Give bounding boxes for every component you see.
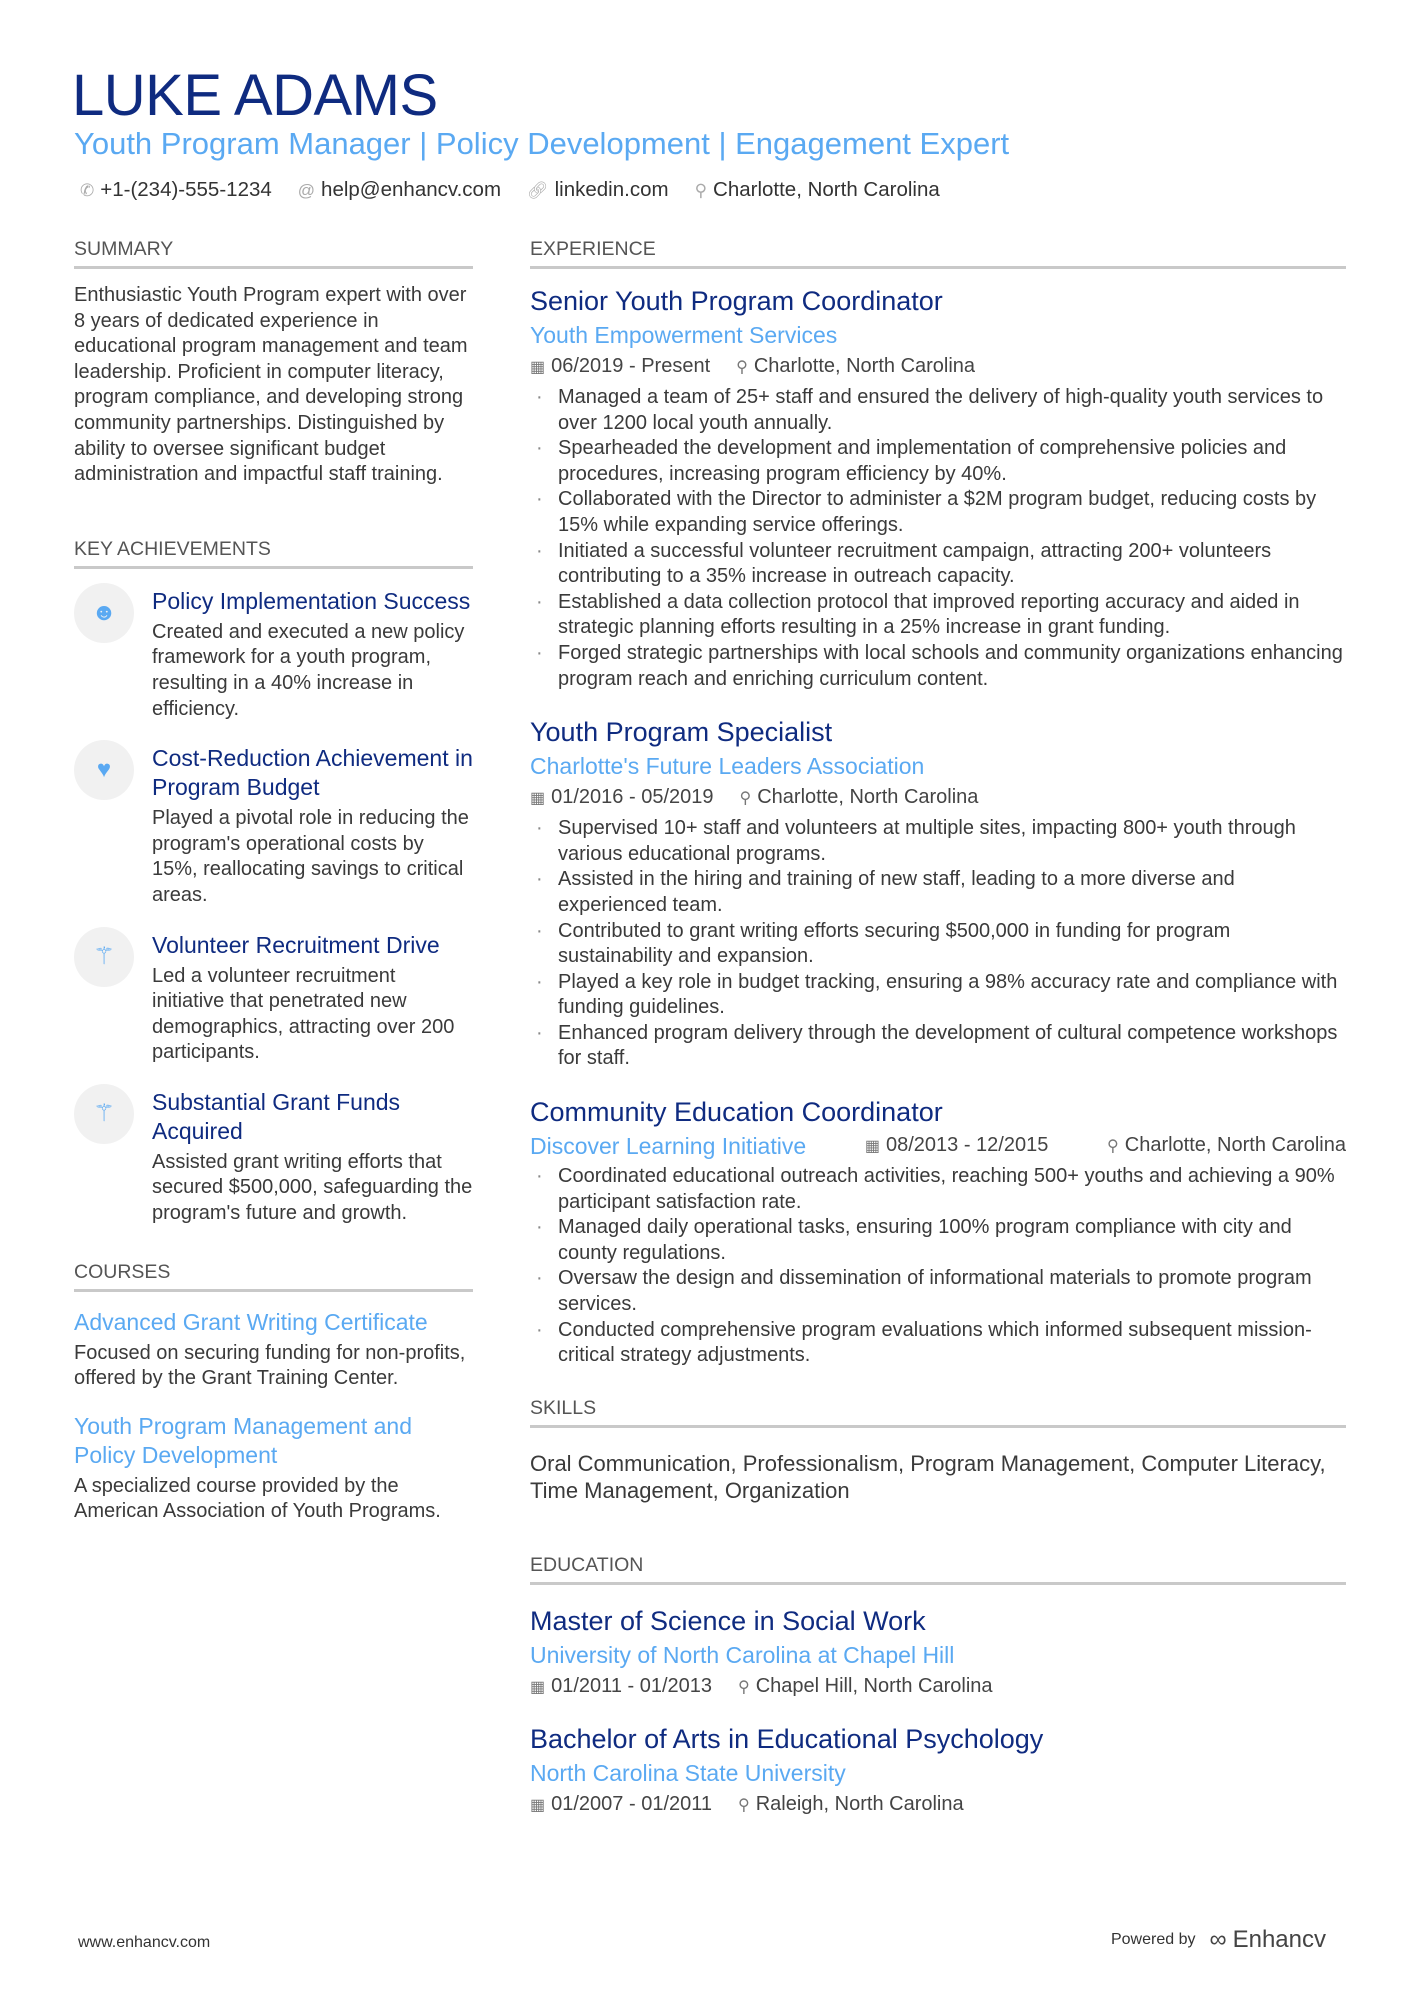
calendar-icon: ▦ <box>530 1796 546 1814</box>
job-bullet: · Coordinated educational outreach activities, reaching 500+ youths and achieving a 90% participant satisfaction rate. <box>530 1164 1346 1215</box>
calendar-icon: ▦ <box>864 1138 880 1156</box>
education-entry <box>530 1721 1346 1821</box>
magic-wand-icon: ⚚ <box>74 1084 134 1144</box>
achievement-item <box>74 1088 473 1227</box>
education-list <box>530 1603 1346 1821</box>
contact-phone: ✆ +1-(234)-555-1234 <box>80 178 272 201</box>
powered-by-label: Powered by <box>1110 1931 1196 1948</box>
candidate-name: LUKE ADAMS <box>72 63 438 128</box>
achievement-title: Cost-Reduction Achievement in Program Budget <box>152 745 473 801</box>
contact-email[interactable]: @ help@enhancv.com <box>297 178 502 201</box>
job-title: Youth Program Specialist <box>530 717 833 748</box>
job-bullet: · Supervised 10+ staff and volunteers at multiple sites, impacting 800+ youth through various educational programs. <box>530 816 1346 867</box>
achievement-text: Played a pivotal role in reducing the program's operational costs by 15%, reallocating savings to critical areas. <box>152 807 469 906</box>
job-bullets <box>530 1164 1346 1369</box>
achievement-item <box>74 931 473 1066</box>
course-text: A specialized course provided by the American Association of Youth Programs. <box>74 1474 441 1523</box>
at-icon: @ <box>297 181 316 200</box>
magic-wand-icon: ⚚ <box>74 927 134 987</box>
location-pin-icon: ⚲ <box>739 790 752 808</box>
achievement-text: Created and executed a new policy framework for a youth program, resulting in a 40% increase in efficiency. <box>152 620 465 720</box>
section-title-experience: EXPERIENCE <box>530 238 1346 269</box>
section-title-summary: SUMMARY <box>74 238 473 269</box>
school: University of North Carolina at Chapel Hill <box>530 1641 955 1668</box>
headline: Youth Program Manager | Policy Development | Engagement Expert <box>74 126 1010 161</box>
edu-dates: ▦ 01/2011 - 01/2013 <box>530 1674 713 1697</box>
job-bullet: · Collaborated with the Director to administer a $2M program budget, reducing costs by 15% while expanding service offerings. <box>530 487 1346 538</box>
job-bullet: · Played a key role in budget tracking, ensuring a 98% accuracy rate and compliance with funding guidelines. <box>530 970 1346 1021</box>
achievement-item <box>74 744 473 908</box>
location-pin-icon: ⚲ <box>1107 1138 1119 1156</box>
experience-list <box>530 283 1346 1369</box>
job-company: Youth Empowerment Services <box>530 322 838 348</box>
job-dates: ▦ 06/2019 - Present <box>530 355 711 377</box>
courses-list <box>74 1308 473 1525</box>
course-item <box>74 1412 473 1525</box>
achievements-list <box>74 587 473 1227</box>
location-pin-icon: ⚲ <box>736 359 748 376</box>
course-item <box>74 1308 473 1392</box>
calendar-icon: ▦ <box>530 359 546 376</box>
section-title-education: EDUCATION <box>530 1554 1346 1585</box>
section-title-courses: COURSES <box>74 1261 473 1292</box>
job-dates: ▦ 01/2016 - 05/2019 <box>530 786 714 809</box>
job-bullets <box>530 385 1346 692</box>
job-bullet: · Oversaw the design and dissemination of informational materials to promote program services. <box>530 1266 1346 1317</box>
calendar-icon: ▦ <box>530 1678 546 1696</box>
contact-bar <box>80 178 940 202</box>
left-column <box>74 238 473 1545</box>
edu-dates: ▦ 01/2007 - 01/2011 <box>530 1792 713 1815</box>
course-text: Focused on securing funding for non-profits, offered by the Grant Training Center. <box>74 1341 466 1390</box>
job-bullet: · Enhanced program delivery through the development of cultural competence workshops for staff. <box>530 1021 1346 1072</box>
job-bullet: · Established a data collection protocol that improved reporting accuracy and aided in strategic planning efforts resulting in a 25% increase in grant funding. <box>530 590 1346 641</box>
infinity-icon: ∞ <box>1209 1926 1227 1953</box>
achievement-title: Policy Implementation Success <box>152 587 471 614</box>
job-location: ⚲ Charlotte, North Carolina <box>736 355 976 377</box>
skills-text: Oral Communication, Professionalism, Program Management, Computer Literacy, Time Management, Organization <box>530 1450 1326 1503</box>
edu-location: ⚲ Raleigh, North Carolina <box>738 1792 964 1815</box>
job-bullet: · Spearheaded the development and implementation of comprehensive policies and procedures, increasing program efficiency by 40%. <box>530 436 1346 487</box>
footer-powered <box>1111 1926 1326 1954</box>
job-bullet: · Forged strategic partnerships with local schools and community organizations enhancing program reach and enriching curriculum content. <box>530 641 1346 692</box>
location-pin-icon: ⚲ <box>738 1678 750 1696</box>
phone-icon: ✆ <box>80 181 95 200</box>
section-title-achievements: KEY ACHIEVEMENTS <box>74 538 473 569</box>
footer-site[interactable]: www.enhancv.com <box>78 1934 211 1951</box>
job-bullet: · Assisted in the hiring and training of new staff, leading to a more diverse and experienced team. <box>530 867 1346 918</box>
contact-location: ⚲ Charlotte, North Carolina <box>694 178 940 201</box>
course-title: Youth Program Management and Policy Development <box>74 1412 412 1468</box>
edu-location: ⚲ Chapel Hill, North Carolina <box>738 1674 993 1697</box>
job-entry <box>530 283 1346 692</box>
summary-text: Enthusiastic Youth Program expert with over 8 years of dedicated experience in educational program management and team leadership. Proficient in computer literacy, program compliance, and developing strong community partnerships. Distinguished by ability to oversee significant budget administration and impactful staff training. <box>74 284 468 486</box>
contact-link[interactable]: 🔗︎ linkedin.com <box>527 178 669 201</box>
job-bullets <box>530 816 1346 1072</box>
achievement-text: Led a volunteer recruitment initiative that penetrated new demographics, attracting over 200 participants. <box>152 964 455 1064</box>
achievement-title: Volunteer Recruitment Drive <box>152 931 440 958</box>
job-bullet: · Conducted comprehensive program evaluations which informed subsequent mission-critical strategy adjustments. <box>530 1318 1346 1369</box>
degree: Master of Science in Social Work <box>530 1605 926 1636</box>
education-entry <box>530 1603 1346 1703</box>
job-title: Community Education Coordinator <box>530 1097 943 1128</box>
heart-icon: ♥ <box>74 740 134 800</box>
calendar-icon: ▦ <box>530 790 546 808</box>
enhancv-logo: ∞ Enhancv <box>1209 1926 1326 1953</box>
school: North Carolina State University <box>530 1759 846 1786</box>
job-location: ⚲ Charlotte, North Carolina <box>739 786 979 809</box>
location-pin-icon: ⚲ <box>738 1796 750 1814</box>
achievement-title: Substantial Grant Funds Acquired <box>152 1088 401 1144</box>
right-column <box>530 238 1346 1839</box>
job-entry <box>530 1094 1346 1369</box>
job-entry <box>530 714 1346 1072</box>
head-icon: ☻ <box>74 583 134 643</box>
link-icon: 🔗︎ <box>527 181 549 200</box>
job-company: Discover Learning Initiative <box>530 1133 807 1160</box>
section-title-skills: SKILLS <box>530 1397 1346 1428</box>
job-bullet: · Contributed to grant writing efforts securing $500,000 in funding for program sustainability and expansion. <box>530 919 1346 970</box>
achievement-item <box>74 587 473 722</box>
achievement-text: Assisted grant writing efforts that secured $500,000, safeguarding the program's future and growth. <box>152 1150 473 1225</box>
job-dates: ▦ 08/2013 - 12/2015 <box>864 1134 1049 1157</box>
job-bullet: · Managed a team of 25+ staff and ensured the delivery of high-quality youth services to over 1200 local youth annually. <box>530 385 1346 436</box>
location-pin-icon: ⚲ <box>694 181 708 200</box>
job-location: ⚲ Charlotte, North Carolina <box>1107 1134 1346 1157</box>
job-company: Charlotte's Future Leaders Association <box>530 753 925 780</box>
job-bullet: · Initiated a successful volunteer recruitment campaign, attracting 200+ volunteers contributing to a 35% increase in outreach capacity. <box>530 539 1346 590</box>
degree: Bachelor of Arts in Educational Psychology <box>530 1723 1044 1754</box>
job-title: Senior Youth Program Coordinator <box>530 286 943 316</box>
course-title: Advanced Grant Writing Certificate <box>74 1308 428 1335</box>
job-bullet: · Managed daily operational tasks, ensuring 100% program compliance with city and county regulations. <box>530 1215 1346 1266</box>
